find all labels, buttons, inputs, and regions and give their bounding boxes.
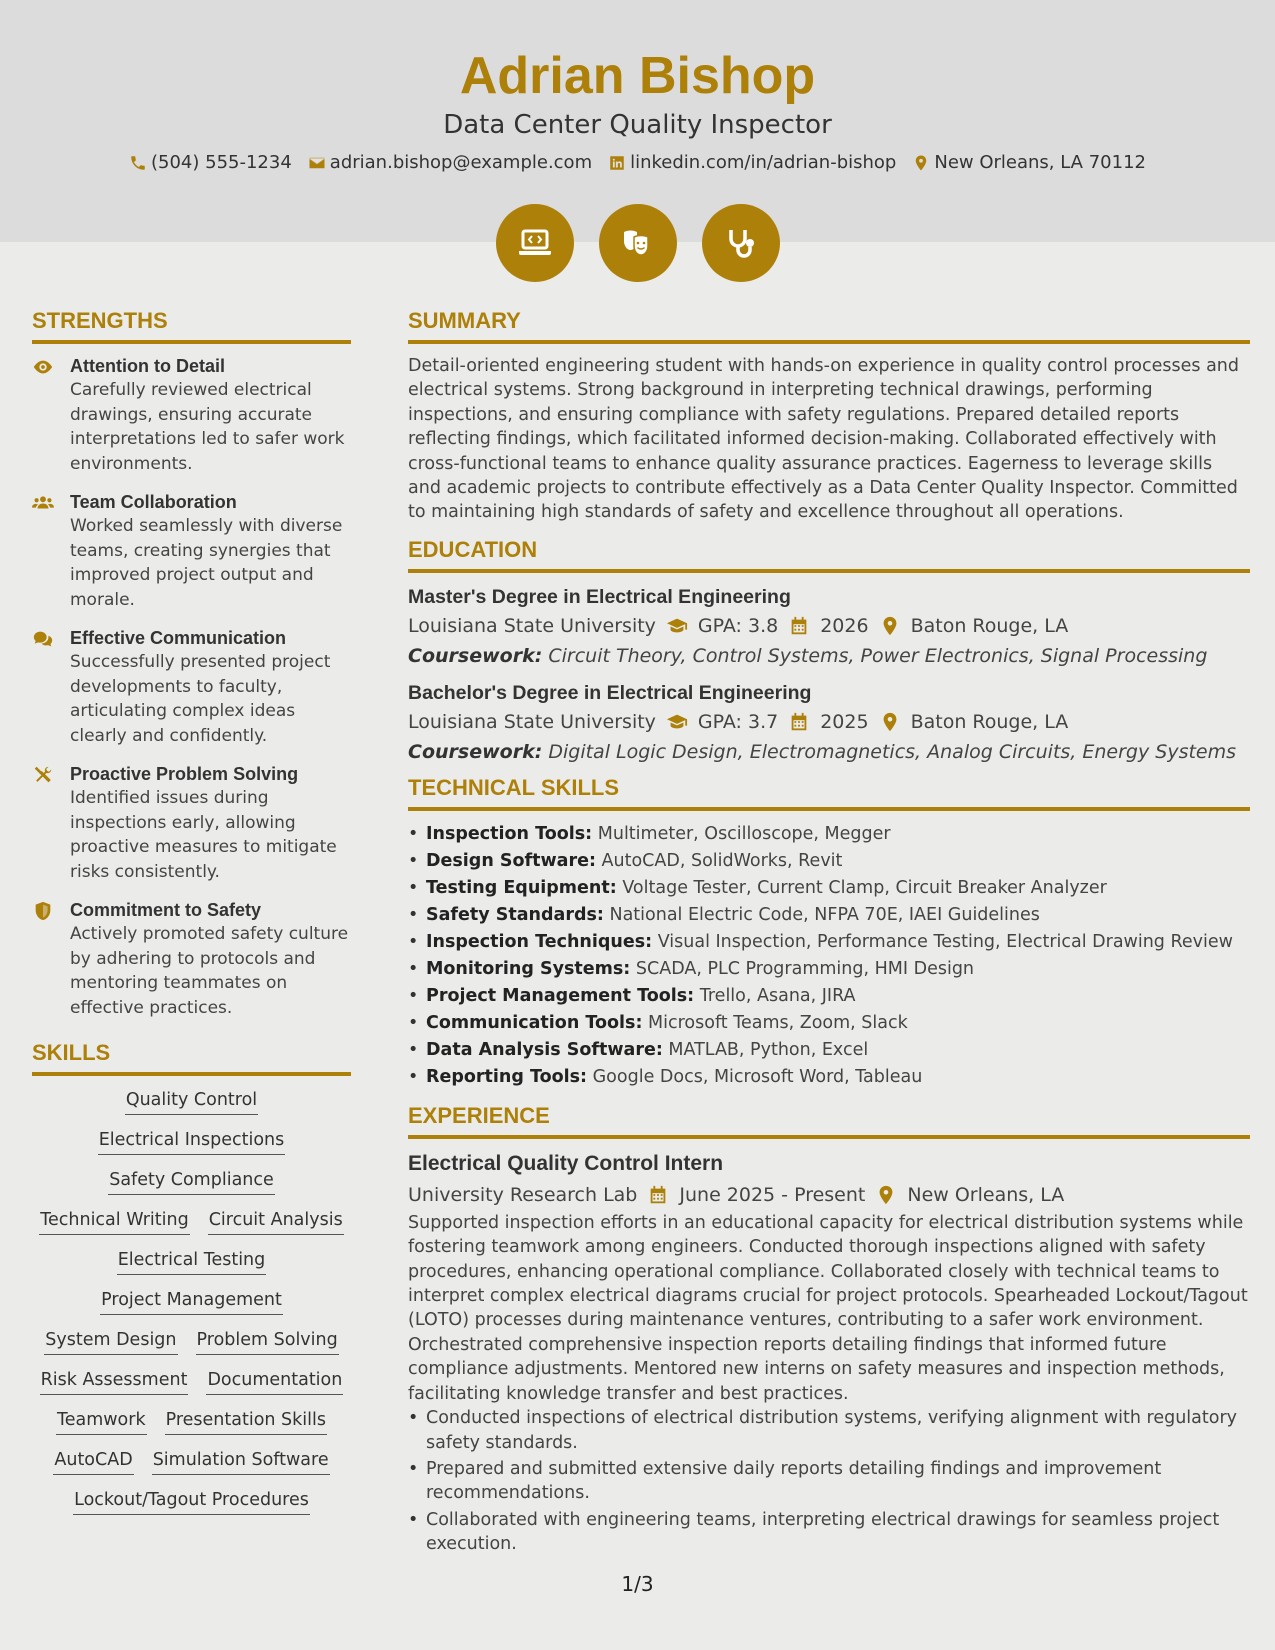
education-heading: EDUCATION bbox=[408, 537, 1250, 573]
email-icon bbox=[308, 154, 326, 172]
tech-skill-value: Visual Inspection, Performance Testing, Electrical Drawing Review bbox=[657, 931, 1233, 952]
degree-title: Bachelor's Degree in Electrical Engineering bbox=[408, 681, 812, 704]
tools-icon bbox=[32, 764, 54, 786]
calendar-icon bbox=[788, 711, 810, 733]
technical-skills-heading: TECHNICAL SKILLS bbox=[408, 775, 1250, 811]
school-location: Baton Rouge, LA bbox=[910, 614, 1069, 637]
tech-skill-value: Voltage Tester, Current Clamp, Circuit Breaker Analyzer bbox=[622, 877, 1107, 898]
skill-tag: Circuit Analysis bbox=[208, 1210, 344, 1235]
contact-linkedin[interactable] bbox=[608, 152, 896, 173]
job-title: Data Center Quality Inspector bbox=[443, 110, 832, 140]
job-bullet: • Prepared and submitted extensive daily reports detailing findings and improvement recommendations. bbox=[408, 1457, 1250, 1506]
strength-title: Effective Communication bbox=[70, 628, 287, 648]
page-number: 1/3 bbox=[621, 1572, 654, 1596]
gpa: GPA: 3.8 bbox=[697, 614, 779, 637]
stethoscope-icon bbox=[702, 204, 780, 282]
calendar-icon bbox=[647, 1184, 669, 1206]
eye-icon bbox=[32, 356, 54, 378]
shield-icon bbox=[32, 900, 54, 922]
strength-desc: Actively promoted safety culture by adhering to protocols and mentoring teammates on effective practices. bbox=[70, 924, 349, 1018]
job-location: New Orleans, LA bbox=[907, 1183, 1065, 1206]
experience-item bbox=[408, 1149, 1250, 1557]
coursework bbox=[408, 641, 1250, 671]
job-description: Supported inspection efforts in an educational capacity for electrical distribution systems while fostering teamwork among engineers. Conducted thorough inspections aligned with safety procedures, enhancing operational compliance. Collaborated closely with technical teams to interpret complex electrical diagrams crucial for project protocols. Spearheaded Lockout/Tagout (LOTO) processes during maintenance ventures, contributing to a safer work environment. Orchestrated comprehensive inspection reports detailing findings that informed future compliance adjustments. Mentored new interns on safety measures and inspection methods, facilitating knowledge transfer and best practices. bbox=[408, 1212, 1248, 1404]
tech-skill-label: Project Management Tools: bbox=[426, 985, 695, 1006]
skill-tag: System Design bbox=[44, 1330, 177, 1355]
strength-item bbox=[32, 626, 351, 748]
tech-skill-row bbox=[408, 821, 1250, 848]
graduation-cap-icon bbox=[666, 615, 688, 637]
skills-heading: SKILLS bbox=[32, 1040, 351, 1076]
tech-skill-row bbox=[408, 1037, 1250, 1064]
contact-location-text: New Orleans, LA 70112 bbox=[934, 152, 1146, 173]
tech-skill-row bbox=[408, 875, 1250, 902]
tech-skill-label: Design Software: bbox=[426, 850, 596, 871]
users-icon bbox=[32, 492, 54, 514]
contact-linkedin-text: linkedin.com/in/adrian-bishop bbox=[630, 152, 897, 173]
tech-skill-value: MATLAB, Python, Excel bbox=[668, 1039, 869, 1060]
strength-title: Proactive Problem Solving bbox=[70, 764, 299, 784]
experience-heading: EXPERIENCE bbox=[408, 1103, 1250, 1139]
tech-skill-value: Microsoft Teams, Zoom, Slack bbox=[648, 1012, 908, 1033]
strength-item bbox=[32, 762, 351, 884]
strength-item bbox=[32, 354, 351, 476]
strength-item bbox=[32, 490, 351, 612]
coursework-list: Digital Logic Design, Electromagnetics, Analog Circuits, Energy Systems bbox=[548, 740, 1237, 763]
tech-skill-row bbox=[408, 983, 1250, 1010]
job-dates: June 2025 - Present bbox=[679, 1183, 866, 1206]
skill-tag: AutoCAD bbox=[53, 1450, 133, 1475]
tech-skill-label: Safety Standards: bbox=[426, 904, 604, 925]
skill-tag: Problem Solving bbox=[196, 1330, 339, 1355]
tech-skill-value: Google Docs, Microsoft Word, Tableau bbox=[592, 1066, 923, 1087]
tech-skill-label: Communication Tools: bbox=[426, 1012, 643, 1033]
tech-skill-row bbox=[408, 848, 1250, 875]
experience-meta bbox=[408, 1179, 1250, 1211]
tech-skill-value: Trello, Asana, JIRA bbox=[699, 985, 856, 1006]
skill-tag: Electrical Testing bbox=[117, 1250, 267, 1275]
tech-skill-value: Multimeter, Oscilloscope, Megger bbox=[597, 823, 891, 844]
strength-title: Team Collaboration bbox=[70, 492, 237, 512]
location-pin-icon bbox=[879, 711, 901, 733]
strength-desc: Successfully presented project developments to faculty, articulating complex ideas clearly and confidently. bbox=[70, 652, 331, 746]
job-bullet: • Conducted inspections of electrical distribution systems, verifying alignment with regulatory safety standards. bbox=[408, 1406, 1250, 1455]
skill-tag: Simulation Software bbox=[152, 1450, 330, 1475]
skill-tag: Documentation bbox=[206, 1370, 343, 1395]
strength-item bbox=[32, 898, 351, 1020]
tech-skill-label: Testing Equipment: bbox=[426, 877, 617, 898]
strength-title: Commitment to Safety bbox=[70, 900, 262, 920]
tech-skill-row bbox=[408, 1010, 1250, 1037]
summary-heading: SUMMARY bbox=[408, 308, 1250, 344]
contact-email-text: adrian.bishop@example.com bbox=[329, 152, 593, 173]
candidate-name: Adrian Bishop bbox=[459, 47, 816, 105]
theater-masks-icon bbox=[599, 204, 677, 282]
tech-skill-label: Data Analysis Software: bbox=[426, 1039, 663, 1060]
employer: University Research Lab bbox=[408, 1183, 638, 1206]
tech-skill-row bbox=[408, 929, 1250, 956]
contact-email[interactable] bbox=[308, 152, 592, 173]
left-column bbox=[32, 308, 351, 1515]
skill-tag: Technical Writing bbox=[39, 1210, 189, 1235]
strength-desc: Identified issues during inspections early, allowing proactive measures to mitigate risks consistently. bbox=[70, 788, 337, 882]
contact-bar bbox=[0, 152, 1275, 173]
tech-skill-row bbox=[408, 1064, 1250, 1091]
job-role: Electrical Quality Control Intern bbox=[408, 1151, 724, 1175]
strength-desc: Carefully reviewed electrical drawings, ensuring accurate interpretations led to safer work environments. bbox=[70, 380, 345, 474]
hobby-icons bbox=[0, 204, 1275, 282]
tech-skill-row bbox=[408, 902, 1250, 929]
technical-skills-list bbox=[408, 821, 1250, 1091]
location-pin-icon bbox=[912, 154, 930, 172]
skill-tag: Lockout/Tagout Procedures bbox=[73, 1490, 310, 1515]
skill-tag: Risk Assessment bbox=[40, 1370, 189, 1395]
strength-desc: Worked seamlessly with diverse teams, creating synergies that improved project output and morale. bbox=[70, 516, 343, 610]
degree-title: Master's Degree in Electrical Engineering bbox=[408, 585, 791, 608]
gpa: GPA: 3.7 bbox=[697, 710, 779, 733]
skill-tag: Safety Compliance bbox=[108, 1170, 275, 1195]
education-item bbox=[408, 679, 1250, 767]
tech-skill-value: AutoCAD, SolidWorks, Revit bbox=[601, 850, 843, 871]
linkedin-icon bbox=[608, 154, 626, 172]
contact-phone-text: (504) 555-1234 bbox=[151, 152, 292, 173]
phone-icon bbox=[129, 154, 147, 172]
skill-tag: Presentation Skills bbox=[165, 1410, 327, 1435]
location-pin-icon bbox=[875, 1184, 897, 1206]
education-meta bbox=[408, 611, 1250, 641]
right-column bbox=[408, 308, 1250, 1559]
job-bullets bbox=[408, 1406, 1250, 1556]
calendar-icon bbox=[788, 615, 810, 637]
coursework-list: Circuit Theory, Control Systems, Power Electronics, Signal Processing bbox=[548, 644, 1208, 667]
graduation-year: 2026 bbox=[820, 614, 869, 637]
location-pin-icon bbox=[879, 615, 901, 637]
comments-icon bbox=[32, 628, 54, 650]
laptop-code-icon bbox=[496, 204, 574, 282]
education-meta bbox=[408, 707, 1250, 737]
tech-skill-row bbox=[408, 956, 1250, 983]
tech-skill-label: Inspection Techniques: bbox=[426, 931, 653, 952]
school-location: Baton Rouge, LA bbox=[910, 710, 1069, 733]
education-item bbox=[408, 583, 1250, 671]
summary-text: Detail-oriented engineering student with hands-on experience in quality control processes and electrical systems. Strong background in interpreting technical drawings, performing inspections, and ensuring compliance with safety regulations. Prepared detailed reports reflecting findings, which facilitated informed decision-making. Collaborated effectively with cross-functional teams to enhance quality assurance practices. Eagerness to leverage skills and academic projects to contribute effectively as a Data Center Quality Inspector. Committed to maintaining high standards of safety and excellence throughout all operations. bbox=[408, 356, 1240, 523]
school-name: Louisiana State University bbox=[408, 710, 656, 733]
skill-tag: Teamwork bbox=[56, 1410, 147, 1435]
coursework-label: Coursework: bbox=[408, 644, 543, 667]
job-bullet: • Collaborated with engineering teams, interpreting electrical drawings for seamless project execution. bbox=[408, 1508, 1250, 1557]
tech-skill-value: National Electric Code, NFPA 70E, IAEI Guidelines bbox=[609, 904, 1040, 925]
graduation-cap-icon bbox=[666, 711, 688, 733]
contact-location bbox=[912, 152, 1146, 173]
coursework-label: Coursework: bbox=[408, 740, 543, 763]
coursework bbox=[408, 737, 1250, 767]
contact-phone[interactable] bbox=[129, 152, 292, 173]
strengths-heading: STRENGTHS bbox=[32, 308, 351, 344]
skills-list bbox=[32, 1086, 351, 1515]
tech-skill-value: SCADA, PLC Programming, HMI Design bbox=[635, 958, 975, 979]
skill-tag: Quality Control bbox=[125, 1090, 258, 1115]
skill-tag: Project Management bbox=[100, 1290, 283, 1315]
strength-title: Attention to Detail bbox=[70, 356, 225, 376]
tech-skill-label: Inspection Tools: bbox=[426, 823, 593, 844]
tech-skill-label: Monitoring Systems: bbox=[426, 958, 631, 979]
skill-tag: Electrical Inspections bbox=[98, 1130, 286, 1155]
school-name: Louisiana State University bbox=[408, 614, 656, 637]
graduation-year: 2025 bbox=[820, 710, 869, 733]
tech-skill-label: Reporting Tools: bbox=[426, 1066, 588, 1087]
